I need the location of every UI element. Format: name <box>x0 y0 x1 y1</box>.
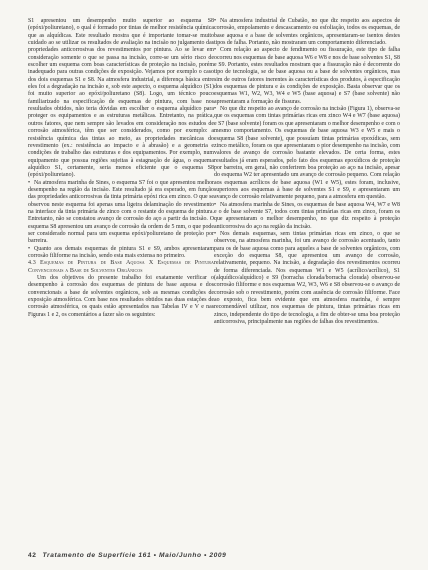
page-number: 42 <box>28 552 37 559</box>
paragraph: Um dos objetivos do presente trabalho foi exatamente verificar o desempenho à corrosão dos esquemas de pintura de base aquosa e dos convencionais a base de solventes orgânicos, sob as mesmas condições de exposição atmosférica. Com base nos resultados obtidos nas duas estações de corrosão atmosférica, os quais estão apresentados nas Tabelas IV e V e nas Figuras 1 e 2, os comentários a fazer são os seguintes: <box>28 274 214 318</box>
paragraph-text: Na atmosfera marinha de Sines, os esquemas de base aquosa W4, W7 e W8 e o de base solvente S7, todos com tintas primárias ricas em zinco, foram os que apresentaram o melhor desempenho, no que diz respeito à proteção anticorrosiva do aço na região da incisão. <box>214 201 400 230</box>
paragraph: S1 apresentou um desempenho muito superior ao esquema S8 (epóxi/poliuretano), o qual é formado por tintas de melhor resistência química que as alquídicas. Este resultado mostra que é importante tomar-se muito cuidado ao se utilizar os resultados de avaliação na incisão no julgamento das propriedades anticorrosivas dos revestimentos por pintura. Ao se levar em consideração somente o que se passa na incisão, corre-se um sério risco de escolher um esquema com boas características de proteção na incisão, porém inadequado para outras condições de exposição. Vejamos por exemplo o caso dos dois esquemas S1 e S8. Na atmosfera industrial, a diferença básica entre eles foi a degradação na incisão e, sob este aspecto, o esquema alquídico (S1) foi muito superior ao epóxi/poliuretano (S8). Logo, um técnico pouco familiarizado na especificação de esquemas de pintura, com base nos resultados obtidos, não teria dúvidas em escolher o esquema alquídico para proteger os equipamentos e as estruturas metálicas. Entretanto, na prática, outros fatores, que nem sempre são levados em consideração nos estudos de corrosão atmosférica, têm que ser considerados, como por exemplo: a resistência química das tintas ao meio, as propriedades mecânicas do revestimento (ex.: resistência ao impacto e à abrasão) e a geometria e condições de trabalho das estruturas e dos equipamentos. Por exemplo, num equipamento que possua regiões sujeitas à estagnação de água, o esquema alquídico S1, certamente, seria menos eficiente que o esquema S8 (epóxi/poliuretano). <box>28 18 214 179</box>
journal-citation: Tratamento de Superfície 161 • Maio/Junho • 2009 <box>42 552 227 559</box>
bullet-icon: • <box>214 47 217 54</box>
paragraph-text: No que diz respeito ao avanço de corrosão na incisão (Figura 1), observa-se que os esquemas com tintas primárias ricas em zinco W4 e W7 (base aquosa) e S7 (base solvente) foram os que apresentaram o melhor desempenho e com o mesmo comportamento. Os esquemas de base aquosa W3 e W5 e mais o esquema S8 (base solvente), que possuíam tintas primárias epoxídicas, sem zinco metálico, foram os que apresentaram o pior desempenho na incisão, com valores de avanço de corrosão bastante elevados. De certa forma, estes resultados já eram esperados, pelo fato dos esquemas epoxídicos de proteção por barreira, em geral, não conferirem boa proteção ao aço na incisão, apesar do esquema W2 ter apresentado um avanço de corrosão pequeno. Com relação aos esquemas acrílicos de base aquosa (W1 e W5), estes foram, inclusive, superiores aos esquemas à base de solventes S1 e S9, e apresentaram um avanço de corrosão relativamente pequeno, para a atmosfera em questão. <box>214 106 400 201</box>
paragraph-text: Na atmosfera industrial de Cubatão, no que diz respeito aos aspectos de corrosão, empolamento e descascamento ou esfoliação, todos os esquemas, de base aquosa e a base de solventes orgânicos, apresentaram-se isentos destes tipos de falha. Portanto, não mostraram um comportamento diferenciado. <box>214 18 400 47</box>
section-heading: 4.3 Esquemas de Pintura de Base Aquosa X Esquemas de Pintura Convencionais a Base de Solventes Orgânicos <box>28 260 214 274</box>
left-column <box>28 18 214 319</box>
bullet-paragraph <box>214 18 400 47</box>
bullet-icon: • <box>214 230 217 237</box>
bullet-icon: • <box>214 201 217 208</box>
bullet-paragraph <box>214 202 400 231</box>
bullet-icon: • <box>28 179 31 186</box>
bullet-paragraph <box>214 231 400 326</box>
bullet-paragraph <box>28 180 214 246</box>
page-footer <box>28 552 226 559</box>
paragraph-text: Nos demais esquemas, sem tintas primárias ricas em zinco, o que se observou, na atmosfera marinha, foi um avanço de corrosão acentuado, tanto para os de base aquosa como para aqueles a base de solventes orgânicos, com exceção do esquema S8, que apresentou um avanço de corrosão, relativamente, pequeno. Na incisão, a degradação dos revestimentos ocorreu de forma diferenciada. Nos esquemas W1 e W5 (acrílico/acrílico), S1 (alquídico/alquídico) e S9 (borracha clorada/borracha clorada) observou-se corrosão filiforme e nos esquemas W2, W3, W6 e S8 observou-se o avanço de corrosão sob o revestimento, porém com ausência de corrosão filiforme. Face ao exposto, fica bem evidente que em atmosfera marinha, é sempre recomendável utilizar, nos esquemas de pintura, tintas primárias ricas em zinco, independente do tipo de tecnologia, a fim de obter-se uma boa proteção anticorrosiva, principalmente nas regiões de falhas dos revestimentos. <box>214 230 400 326</box>
bullet-icon: • <box>28 245 31 252</box>
bullet-icon: • <box>214 106 217 113</box>
paragraph-text: Com relação ao aspecto de fendimento ou fissuração, este tipo de falha ocorreu nos esquemas de base aquosa W6 e W8 e nos de base solventes S1, S8 e S9. Portanto, estes resultados mostram que a fissuração não é decorrente do tipo de tecnologia, se de base aquosa ou a base de solventes orgânicos, mas sim de outros fatores inerentes às características dos produtos, à especificação dos esquemas de pintura e às condições de exposição. Basta observar que os esquemas W1, W2, W3, W4 e W5 (base aquosa) e S7 (base solvente) não apresentaram a formação de fissuras. <box>214 47 400 105</box>
paragraph-text: Na atmosfera marinha de Sines, o esquema S7 foi o que apresentou melhor desempenho na região da incisão. Este resultado já era esperado, em função das propriedades anticorrosivas da tinta primária epóxi rica em zinco. O que se observou neste esquema foi apenas uma ligeira delaminação do revestimento na interface da tinta primária de zinco com o restante do esquema de pintura. Entretanto, não se constatou avanço de corrosão do aço a partir da incisão. O esquema S8 apresentou um avanço de corrosão da ordem de 5 mm, o que pode ser considerado normal para um esquema epóxi/poliuretano de proteção por barreira. <box>28 179 214 245</box>
bullet-paragraph <box>214 47 400 106</box>
right-column <box>214 18 400 326</box>
bullet-icon: • <box>214 18 217 24</box>
bullet-paragraph <box>28 246 214 261</box>
bullet-paragraph <box>214 106 400 201</box>
paragraph-text: Quanto aos demais esquemas de pintura S1 e S9, ambos apresentaram corrosão filiforme na incisão, sendo esta mais extensa no primeiro. <box>28 245 214 259</box>
